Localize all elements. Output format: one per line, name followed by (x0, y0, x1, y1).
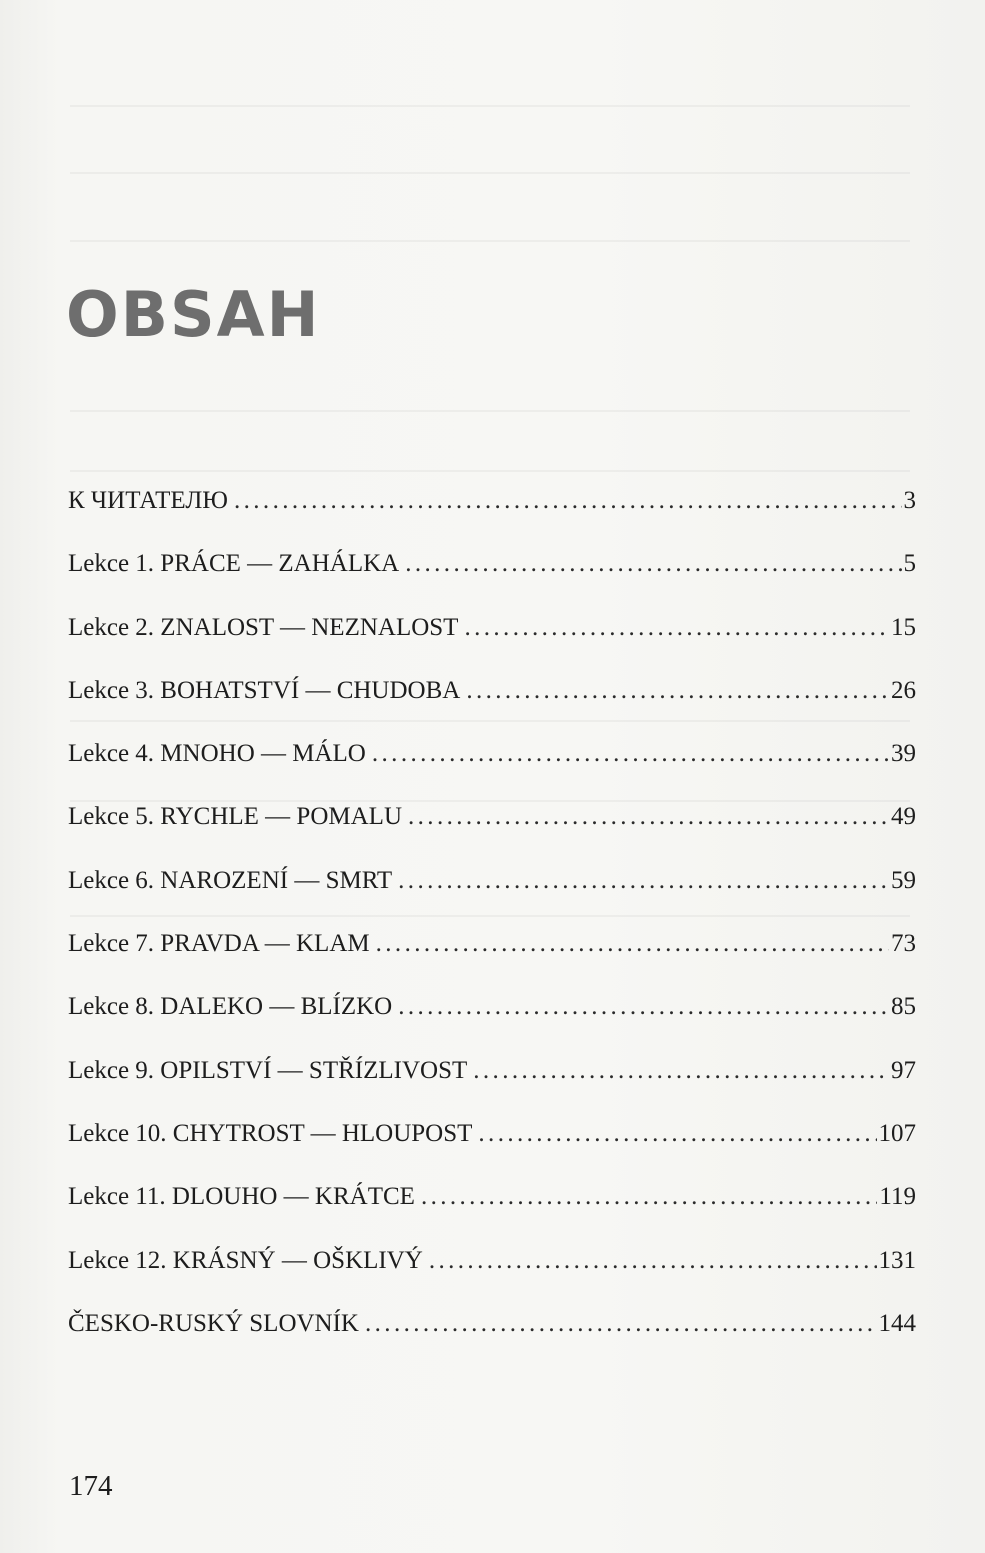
toc-entry (68, 735, 916, 798)
toc-dot-leader (398, 862, 889, 900)
toc-dot-leader (473, 1052, 889, 1090)
toc-dot-leader (398, 988, 889, 1026)
toc-entry-title: Lekce 3. BOHATSTVÍ — CHUDOBA (68, 676, 461, 704)
toc-entry-page: 119 (879, 1183, 916, 1211)
toc-entry-title: Lekce 8. DALEKO — BLÍZKO (68, 993, 393, 1021)
table-of-contents (68, 482, 916, 1368)
toc-dot-leader (376, 925, 889, 963)
toc-entry-page: 73 (891, 930, 916, 958)
toc-entry-page: 49 (891, 803, 916, 831)
page-number: 174 (69, 1470, 113, 1502)
toc-entry (68, 482, 916, 545)
toc-entry-page: 131 (878, 1246, 916, 1274)
toc-entry-title: Lekce 11. DLOUHO — KRÁTCE (68, 1183, 415, 1211)
bleed-through-line (70, 240, 910, 242)
toc-entry (68, 1242, 916, 1305)
toc-entry-page: 5 (903, 550, 916, 578)
toc-dot-leader (478, 1115, 876, 1153)
toc-entry-page: 144 (878, 1309, 916, 1337)
toc-entry (68, 672, 916, 735)
toc-entry-title: Lekce 10. CHYTROST — HLOUPOST (68, 1119, 473, 1147)
toc-dot-leader (405, 545, 901, 583)
toc-dot-leader (429, 1242, 877, 1280)
toc-entry (68, 1178, 916, 1241)
toc-entry-page: 39 (891, 740, 916, 768)
toc-dot-leader (421, 1178, 877, 1216)
toc-entry-page: 97 (891, 1056, 916, 1084)
toc-entry-title: Lekce 6. NAROZENÍ — SMRT (68, 866, 393, 894)
toc-entry-title: ČESKO-RUSKÝ SLOVNÍK (68, 1309, 359, 1337)
toc-entry-title: Lekce 5. RYCHLE — POMALU (68, 803, 402, 831)
toc-dot-leader (408, 798, 889, 836)
toc-entry-title: К ЧИТАТЕЛЮ (68, 487, 228, 514)
toc-entry-page: 107 (878, 1119, 916, 1147)
bleed-through-line (70, 470, 910, 472)
toc-dot-leader (365, 1305, 877, 1343)
toc-entry-page: 15 (891, 613, 916, 641)
toc-entry-title: Lekce 12. KRÁSNÝ — OŠKLIVÝ (68, 1246, 423, 1274)
bleed-through-line (70, 105, 910, 107)
toc-dot-leader (234, 482, 902, 520)
page-heading: OBSAH (66, 278, 321, 351)
toc-entry (68, 988, 916, 1051)
toc-entry (68, 798, 916, 861)
toc-entry (68, 545, 916, 608)
toc-entry-page: 59 (891, 866, 916, 894)
toc-entry-title: Lekce 9. OPILSTVÍ — STŘÍZLIVOST (68, 1056, 468, 1084)
toc-entry (68, 925, 916, 988)
bleed-through-line (70, 172, 910, 174)
toc-entry-page: 85 (891, 993, 916, 1021)
toc-entry-title: Lekce 2. ZNALOST — NEZNALOST (68, 613, 459, 641)
bleed-through-line (70, 410, 910, 412)
toc-entry-page: 3 (903, 487, 916, 514)
toc-entry-title: Lekce 4. MNOHO — MÁLO (68, 740, 366, 768)
toc-entry (68, 609, 916, 672)
toc-dot-leader (372, 735, 889, 773)
toc-entry (68, 1115, 916, 1178)
toc-entry-title: Lekce 1. PRÁCE — ZAHÁLKA (68, 550, 400, 578)
toc-entry (68, 862, 916, 925)
toc-entry (68, 1052, 916, 1115)
toc-entry-page: 26 (891, 676, 916, 704)
toc-entry (68, 1305, 916, 1368)
toc-dot-leader (466, 672, 889, 710)
toc-entry-title: Lekce 7. PRAVDA — KLAM (68, 930, 370, 958)
toc-dot-leader (464, 609, 889, 647)
